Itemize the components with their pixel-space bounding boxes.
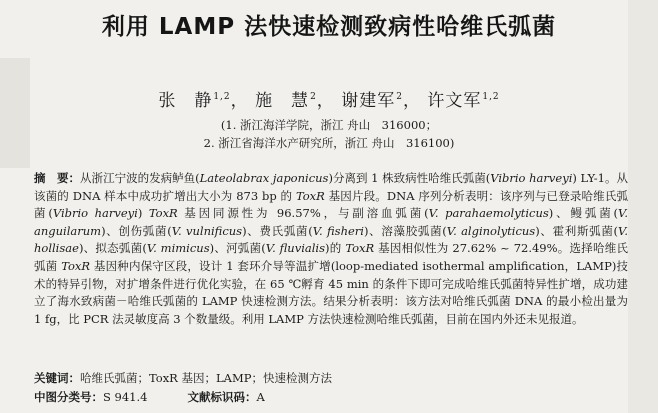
classification bbox=[34, 389, 265, 405]
author: 施 慧$^2$ bbox=[255, 91, 317, 111]
clc-label: 中图分类号： bbox=[34, 390, 103, 404]
abstract-italic-term: V. hollisae bbox=[34, 223, 628, 256]
abstract-text: )、鳗弧菌( bbox=[548, 206, 619, 221]
abstract-italic-term: ToxR bbox=[61, 258, 91, 273]
abstract-italic-term: V. fluvialis bbox=[265, 241, 325, 256]
abstract-italic-term: ToxR bbox=[148, 206, 178, 221]
abstract-label: 摘 要： bbox=[34, 171, 81, 185]
abstract-text: ) bbox=[137, 206, 149, 221]
abstract-italic-term: V. alginolyticus bbox=[446, 223, 536, 238]
abstract-text: 基因片段。DNA 序列分析表明：该序列与已登录哈维氏弧菌( bbox=[34, 188, 628, 221]
abstract-italic-term: ToxR bbox=[345, 241, 375, 256]
paper-title: 利用 LAMP 法快速检测致病性哈维氏弧菌 bbox=[101, 14, 557, 40]
author-list: 张 静$^{1,2}$， 施 慧$^2$， 谢建军$^2$， 许文军$^{1,2}$ bbox=[158, 91, 500, 111]
abstract-text: )分离到 1 株致病性哈维氏弧菌( bbox=[328, 171, 491, 185]
affiliation-1: (1. 浙江海洋学院，浙江 舟山 316000； bbox=[220, 118, 438, 132]
abstract bbox=[34, 170, 628, 328]
abstract-italic-term: V. vulnificus bbox=[171, 223, 243, 238]
abstract-text: 基因相似性为 27.62% ~ 72.49%。选择哈维氏弧菌 bbox=[34, 241, 628, 273]
abstract-body bbox=[34, 171, 628, 326]
abstract-italic-term: Lateolabrax japonicus bbox=[199, 171, 329, 185]
doc-code-label: 文献标识码： bbox=[187, 390, 257, 404]
abstract-italic-term: Vibrio harveyi bbox=[490, 171, 573, 185]
abstract-italic-term: V. anguilarum bbox=[34, 206, 628, 238]
affiliation-2: 2. 浙江省海洋水产研究所，浙江 舟山 316100) bbox=[203, 136, 455, 150]
abstract-italic-term: V. mimicus bbox=[146, 241, 210, 256]
abstract-text: )、河弧菌( bbox=[209, 241, 266, 256]
keywords-text: 哈维氏弧菌；ToxR 基因；LAMP；快速检测方法 bbox=[80, 371, 332, 385]
show-through-right bbox=[628, 0, 658, 413]
abstract-text: )、创伤弧菌( bbox=[101, 223, 172, 238]
abstract-text: ) LY-1。从该菌的 DNA 样本中成功扩增出大小为 873 bp 的 bbox=[34, 171, 628, 203]
keywords-label: 关键词： bbox=[34, 371, 80, 385]
show-through-left bbox=[0, 58, 30, 168]
abstract-text: )、霍利斯弧菌( bbox=[535, 223, 619, 238]
abstract-italic-term: ToxR bbox=[295, 188, 325, 203]
clc-value: S 941.4 bbox=[103, 390, 148, 404]
abstract-text: )的 bbox=[325, 241, 346, 256]
doc-code-value: A bbox=[256, 390, 265, 404]
author: 谢建军$^2$ bbox=[341, 91, 403, 111]
keywords bbox=[34, 370, 332, 386]
abstract-text: 从浙江宁波的发病鲈鱼( bbox=[80, 171, 200, 185]
author: 许文军$^{1,2}$ bbox=[427, 91, 500, 111]
abstract-italic-term: V. parahaemolyticus bbox=[428, 206, 549, 221]
abstract-italic-term: Vibrio harveyi bbox=[52, 206, 138, 221]
abstract-italic-term: V. fisheri bbox=[312, 223, 364, 238]
abstract-text: )、拟态弧菌( bbox=[78, 241, 147, 256]
abstract-text: )、溶藻胶弧菌( bbox=[363, 223, 447, 238]
abstract-text: 基因种内保守区段，设计 1 套环介导等温扩增(loop-mediated isothermal amplification，LAMP)技术的特异引物，对扩增条件进行优化实验，在 65 ℃孵育 45 min 的条件下即可完成哈维氏弧菌特异性扩增，成功建立了海水致病菌－哈维氏弧菌的 LAMP 快速检测方法。结果分析表明：该方法对哈维氏弧菌 DNA 的最小检出量为 1 fg，比 PCR 法灵敏度高 3 个数量级。利用 LAMP 方法快速检测哈维氏弧菌，目前在国内外还未见报道。 bbox=[34, 258, 628, 326]
abstract-text: )、费氏弧菌( bbox=[242, 223, 313, 238]
author: 张 静$^{1,2}$ bbox=[158, 91, 231, 111]
abstract-text: 基因同源性为 96.57%，与副溶血弧菌( bbox=[177, 206, 429, 221]
